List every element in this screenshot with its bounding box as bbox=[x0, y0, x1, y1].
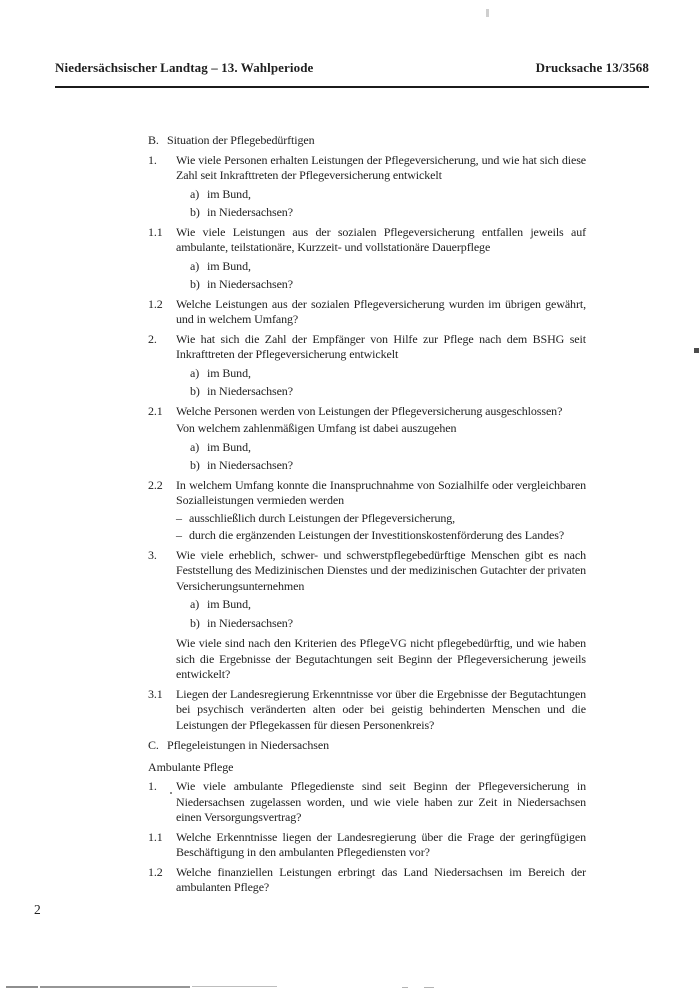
sub-question-letter: b) bbox=[190, 458, 200, 472]
question-item bbox=[148, 153, 586, 221]
question-item bbox=[148, 404, 586, 474]
sub-question-list bbox=[176, 597, 586, 631]
question-number: 1.2 bbox=[148, 296, 163, 311]
sub-question bbox=[190, 458, 586, 474]
question-text: Welche Personen werden von Leistungen der Pflegeversicherung ausgeschlossen? bbox=[176, 403, 563, 418]
dash-bullet: – bbox=[176, 510, 182, 525]
sub-question-list bbox=[176, 187, 586, 221]
scan-artifact-speck bbox=[170, 792, 172, 794]
sub-question-text: in Niedersachsen? bbox=[207, 458, 293, 472]
page-header bbox=[55, 60, 649, 76]
page-number: 2 bbox=[34, 902, 41, 917]
question-text: Wie hat sich die Zahl der Empfänger von Hilfe zur Pflege nach dem BSHG seit Inkrafttreten der Pflegeversicherung entwickelt bbox=[176, 331, 586, 361]
sub-question-letter: a) bbox=[190, 597, 200, 611]
question-text: Welche Erkenntnisse liegen der Landesregierung über die Frage der geringfügigen Beschäftigung in den ambulanten Pflegediensten vor? bbox=[176, 829, 586, 859]
scan-artifact-bottom-dash bbox=[402, 987, 408, 988]
sub-question-letter: a) bbox=[190, 186, 200, 201]
question-body bbox=[176, 830, 586, 861]
question-number: 1.1 bbox=[148, 829, 163, 844]
sub-question-text: im Bund, bbox=[207, 439, 251, 454]
sub-question bbox=[190, 597, 586, 613]
question-number: 2.2 bbox=[148, 477, 163, 492]
sub-question bbox=[190, 277, 586, 293]
sub-question bbox=[190, 366, 586, 382]
question-body bbox=[176, 332, 586, 400]
question-body bbox=[176, 225, 586, 293]
sub-question bbox=[190, 187, 586, 203]
question-item bbox=[148, 478, 586, 544]
sub-question-letter: a) bbox=[190, 258, 200, 273]
sub-question bbox=[190, 440, 586, 456]
sub-question bbox=[190, 384, 586, 400]
question-item bbox=[148, 332, 586, 400]
scan-artifact-bottom-dash bbox=[424, 987, 434, 988]
dash-bullet: – bbox=[176, 528, 182, 542]
dash-item bbox=[176, 528, 586, 544]
question-body bbox=[176, 297, 586, 328]
question-text: Welche Leistungen aus der sozialen Pflegeversicherung wurden im übrigen gewährt, und in welchem Umfang? bbox=[176, 296, 586, 326]
header-right-title: Drucksache 13/3568 bbox=[535, 60, 649, 75]
section-title: Pflegeleistungen in Niedersachsen bbox=[167, 738, 329, 752]
question-item bbox=[148, 779, 586, 826]
question-number: 1.2 bbox=[148, 864, 163, 879]
question-text: Liegen der Landesregierung Erkenntnisse vor über die Ergebnisse der Begutachtungen bei psychisch veränderten alten oder bei geistig behinderten Menschen und die Leistungen der Pflegekassen für diesen Personenkreis? bbox=[176, 686, 586, 732]
document-body bbox=[148, 133, 586, 896]
question-item bbox=[148, 687, 586, 734]
sub-question-letter: b) bbox=[190, 384, 200, 398]
question-text: Wie viele sind nach den Kriterien des PflegeVG nicht pflegebedürftig, und wie haben sich die Ergebnisse der Begutachtungen seit Beginn der Pflegeversicherung jeweils entwickelt? bbox=[176, 636, 586, 681]
question-text: In welchem Umfang konnte die Inanspruchnahme von Sozialhilfe oder vergleichbaren Sozialleistungen vermieden werden bbox=[176, 477, 586, 507]
question-number: 1.1 bbox=[148, 224, 163, 239]
sub-question bbox=[190, 205, 586, 221]
question-item bbox=[148, 865, 586, 896]
sub-question-text: in Niedersachsen? bbox=[207, 384, 293, 398]
sub-question-letter: b) bbox=[190, 205, 200, 219]
question-body bbox=[176, 478, 586, 544]
question-body bbox=[176, 865, 586, 896]
dash-text: durch die ergänzenden Leistungen der Investitionskostenförderung des Landes? bbox=[189, 528, 565, 542]
section-title: Situation der Pflegebedürftigen bbox=[167, 133, 315, 147]
scan-artifact-edge-dot bbox=[694, 348, 699, 353]
question-item bbox=[148, 225, 586, 293]
sub-question-letter: a) bbox=[190, 439, 200, 454]
question-number: 1. bbox=[148, 152, 157, 167]
sub-question-text: im Bund, bbox=[207, 186, 251, 201]
sub-question-text: im Bund, bbox=[207, 365, 251, 380]
question-item bbox=[148, 548, 586, 683]
sub-question-letter: a) bbox=[190, 365, 200, 380]
question-number: 2. bbox=[148, 331, 157, 346]
section-heading bbox=[148, 133, 586, 149]
sub-question-list bbox=[176, 259, 586, 293]
section-b bbox=[148, 133, 586, 733]
section-subtitle: Ambulante Pflege bbox=[148, 759, 234, 774]
sub-question-letter: b) bbox=[190, 615, 200, 630]
sub-question-list bbox=[176, 440, 586, 474]
section-label: B. bbox=[148, 133, 159, 147]
sub-question-letter: b) bbox=[190, 277, 200, 291]
question-number: 1. bbox=[148, 779, 157, 793]
sub-question bbox=[190, 259, 586, 275]
question-body bbox=[176, 548, 586, 683]
scan-artifact-bottom-line bbox=[6, 986, 38, 988]
sub-question-text: im Bund, bbox=[207, 597, 251, 611]
question-number: 3.1 bbox=[148, 686, 163, 701]
sub-question-text: in Niedersachsen? bbox=[207, 615, 293, 630]
question-number: 2.1 bbox=[148, 403, 163, 418]
dash-text: ausschließlich durch Leistungen der Pflegeversicherung, bbox=[189, 510, 456, 525]
sub-question-text: in Niedersachsen? bbox=[207, 205, 293, 219]
scan-artifact-top-mark bbox=[486, 9, 489, 17]
question-text: Wie viele Leistungen aus der sozialen Pflegeversicherung entfallen jeweils auf ambulante, teilstationäre, Kurzzeit- und vollstationäre Dauerpflege bbox=[176, 224, 586, 254]
sub-question-list bbox=[176, 366, 586, 400]
question-item bbox=[148, 830, 586, 861]
section-label: C. bbox=[148, 738, 159, 752]
question-body bbox=[176, 404, 586, 474]
sub-question-text: im Bund, bbox=[207, 258, 251, 273]
sub-question bbox=[190, 616, 586, 632]
question-body bbox=[176, 779, 586, 826]
scan-artifact-bottom-line bbox=[192, 986, 277, 987]
header-left-title: Niedersächsischer Landtag – 13. Wahlperiode bbox=[55, 60, 314, 75]
dash-item bbox=[176, 511, 586, 527]
section-heading bbox=[148, 738, 586, 754]
question-text: Von welchem zahlenmäßigen Umfang ist dabei auszugehen bbox=[176, 421, 457, 435]
question-body bbox=[176, 687, 586, 734]
question-text: Welche finanziellen Leistungen erbringt das Land Niedersachsen im Bereich der ambulanten Pflege? bbox=[176, 864, 586, 894]
scan-artifact-bottom-line bbox=[40, 986, 190, 988]
sub-question-text: in Niedersachsen? bbox=[207, 277, 293, 291]
question-number: 3. bbox=[148, 547, 157, 562]
question-text: Wie viele Personen erhalten Leistungen der Pflegeversicherung, und wie hat sich diese Zahl seit Inkrafttreten der Pflegeversicherung entwickelt bbox=[176, 152, 586, 182]
question-text: Wie viele erheblich, schwer- und schwerstpflegebedürftige Menschen gibt es nach Feststellung des Medizinischen Dienstes und der medizinischen Gutachter der privaten Versicherungsunternehmen bbox=[176, 547, 586, 593]
question-item bbox=[148, 297, 586, 328]
question-text: Wie viele ambulante Pflegedienste sind seit Beginn der Pflegeversicherung in Niedersachsen zugelassen worden, und wie viele haben zur Zeit in Niedersachsen einen Versorgungsvertrag? bbox=[176, 779, 586, 824]
question-body bbox=[176, 153, 586, 221]
section-c bbox=[148, 738, 586, 896]
header-rule bbox=[55, 86, 649, 88]
